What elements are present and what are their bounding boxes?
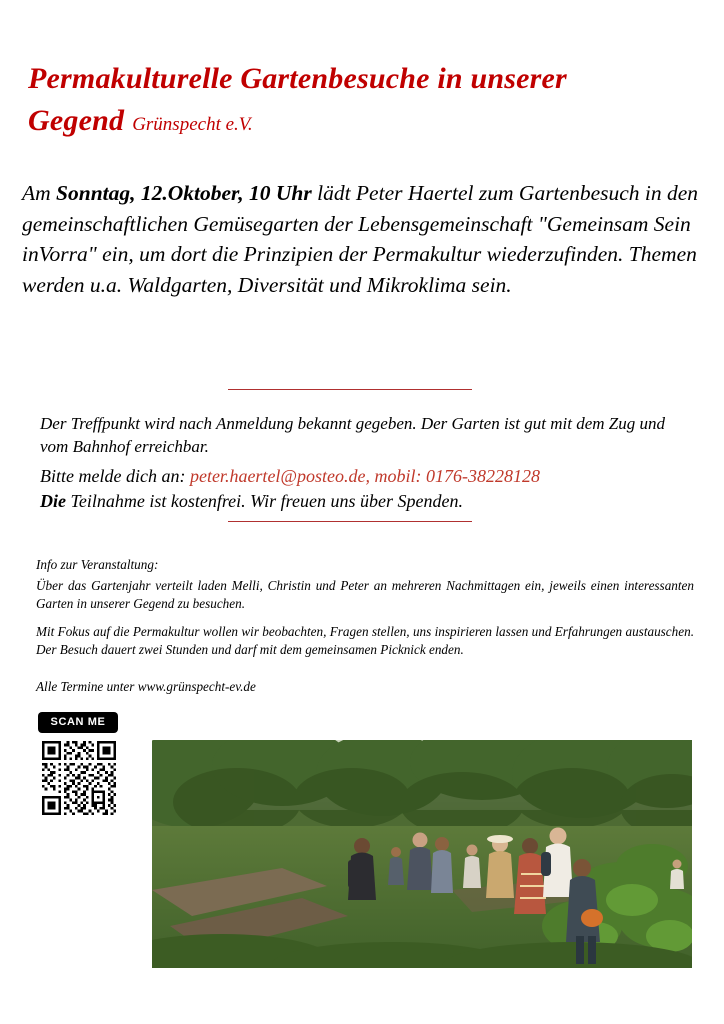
event-photo: [152, 740, 692, 968]
qr-code-svg: [39, 738, 119, 818]
intro-before: Am: [22, 181, 57, 205]
contact-email-phone[interactable]: peter.haertel@posteo.de, mobil: 0176-38228128: [189, 466, 540, 486]
contact-prefix: Bitte melde dich an:: [40, 466, 190, 486]
info-heading: Info zur Veranstaltung:: [36, 557, 159, 572]
qr-code-block[interactable]: [38, 712, 130, 819]
divider-top: [228, 389, 472, 390]
title-block: [28, 58, 696, 142]
participation-rest: Teilnahme ist kostenfrei. Wir freuen uns über Spenden.: [66, 491, 463, 511]
page-title: Permakulturelle Gartenbesuche in unserer Gegend: [28, 62, 567, 137]
contact-block: [40, 464, 700, 514]
divider-bottom: [228, 521, 472, 522]
info-paragraph-1: Über das Gartenjahr verteilt laden Melli, Christin und Peter an mehreren Nachmittagen ein, jeweils einen interessanten Garten in unserer Gegend zu besuchen.: [36, 577, 694, 611]
scan-me-label: SCAN ME: [38, 712, 118, 733]
organization-name: Grünspecht e.V.: [132, 114, 253, 135]
qr-code-image[interactable]: [38, 737, 120, 819]
intro-after: lädt Peter Haertel zum Gartenbesuch in den gemeinschaftlichen Gemüsegarten der Lebensgemeinschaft "Gemeinsam Sein inVorra" ein, um dort die Prinzipien der Permakultur wiederzufinden. Themen werden u.a. Waldgarten, Diversität und Mikroklima sein.: [22, 181, 699, 297]
info-spacer: [36, 614, 694, 623]
all-dates-line: Alle Termine unter www.grünspecht-ev.de: [36, 678, 256, 694]
event-info-block: [36, 556, 694, 696]
event-datetime: Sonntag, 12.Oktober, 10 Uhr: [56, 181, 312, 205]
meeting-point-text: Der Treffpunkt wird nach Anmeldung bekannt gegeben. Der Garten ist gut mit dem Zug und vom Bahnhof erreichbar.: [40, 414, 665, 456]
event-photo-illustration: [152, 740, 692, 968]
info-paragraph-2: Mit Fokus auf die Permakultur wollen wir beobachten, Fragen stellen, uns inspirieren lassen und Erfahrungen austauschen. Der Besuch dauert zwei Stunden und darf mit dem gemeinsamen Picknick enden.: [36, 623, 694, 657]
intro-paragraph: [22, 178, 706, 300]
participation-bold: Die: [40, 491, 66, 511]
